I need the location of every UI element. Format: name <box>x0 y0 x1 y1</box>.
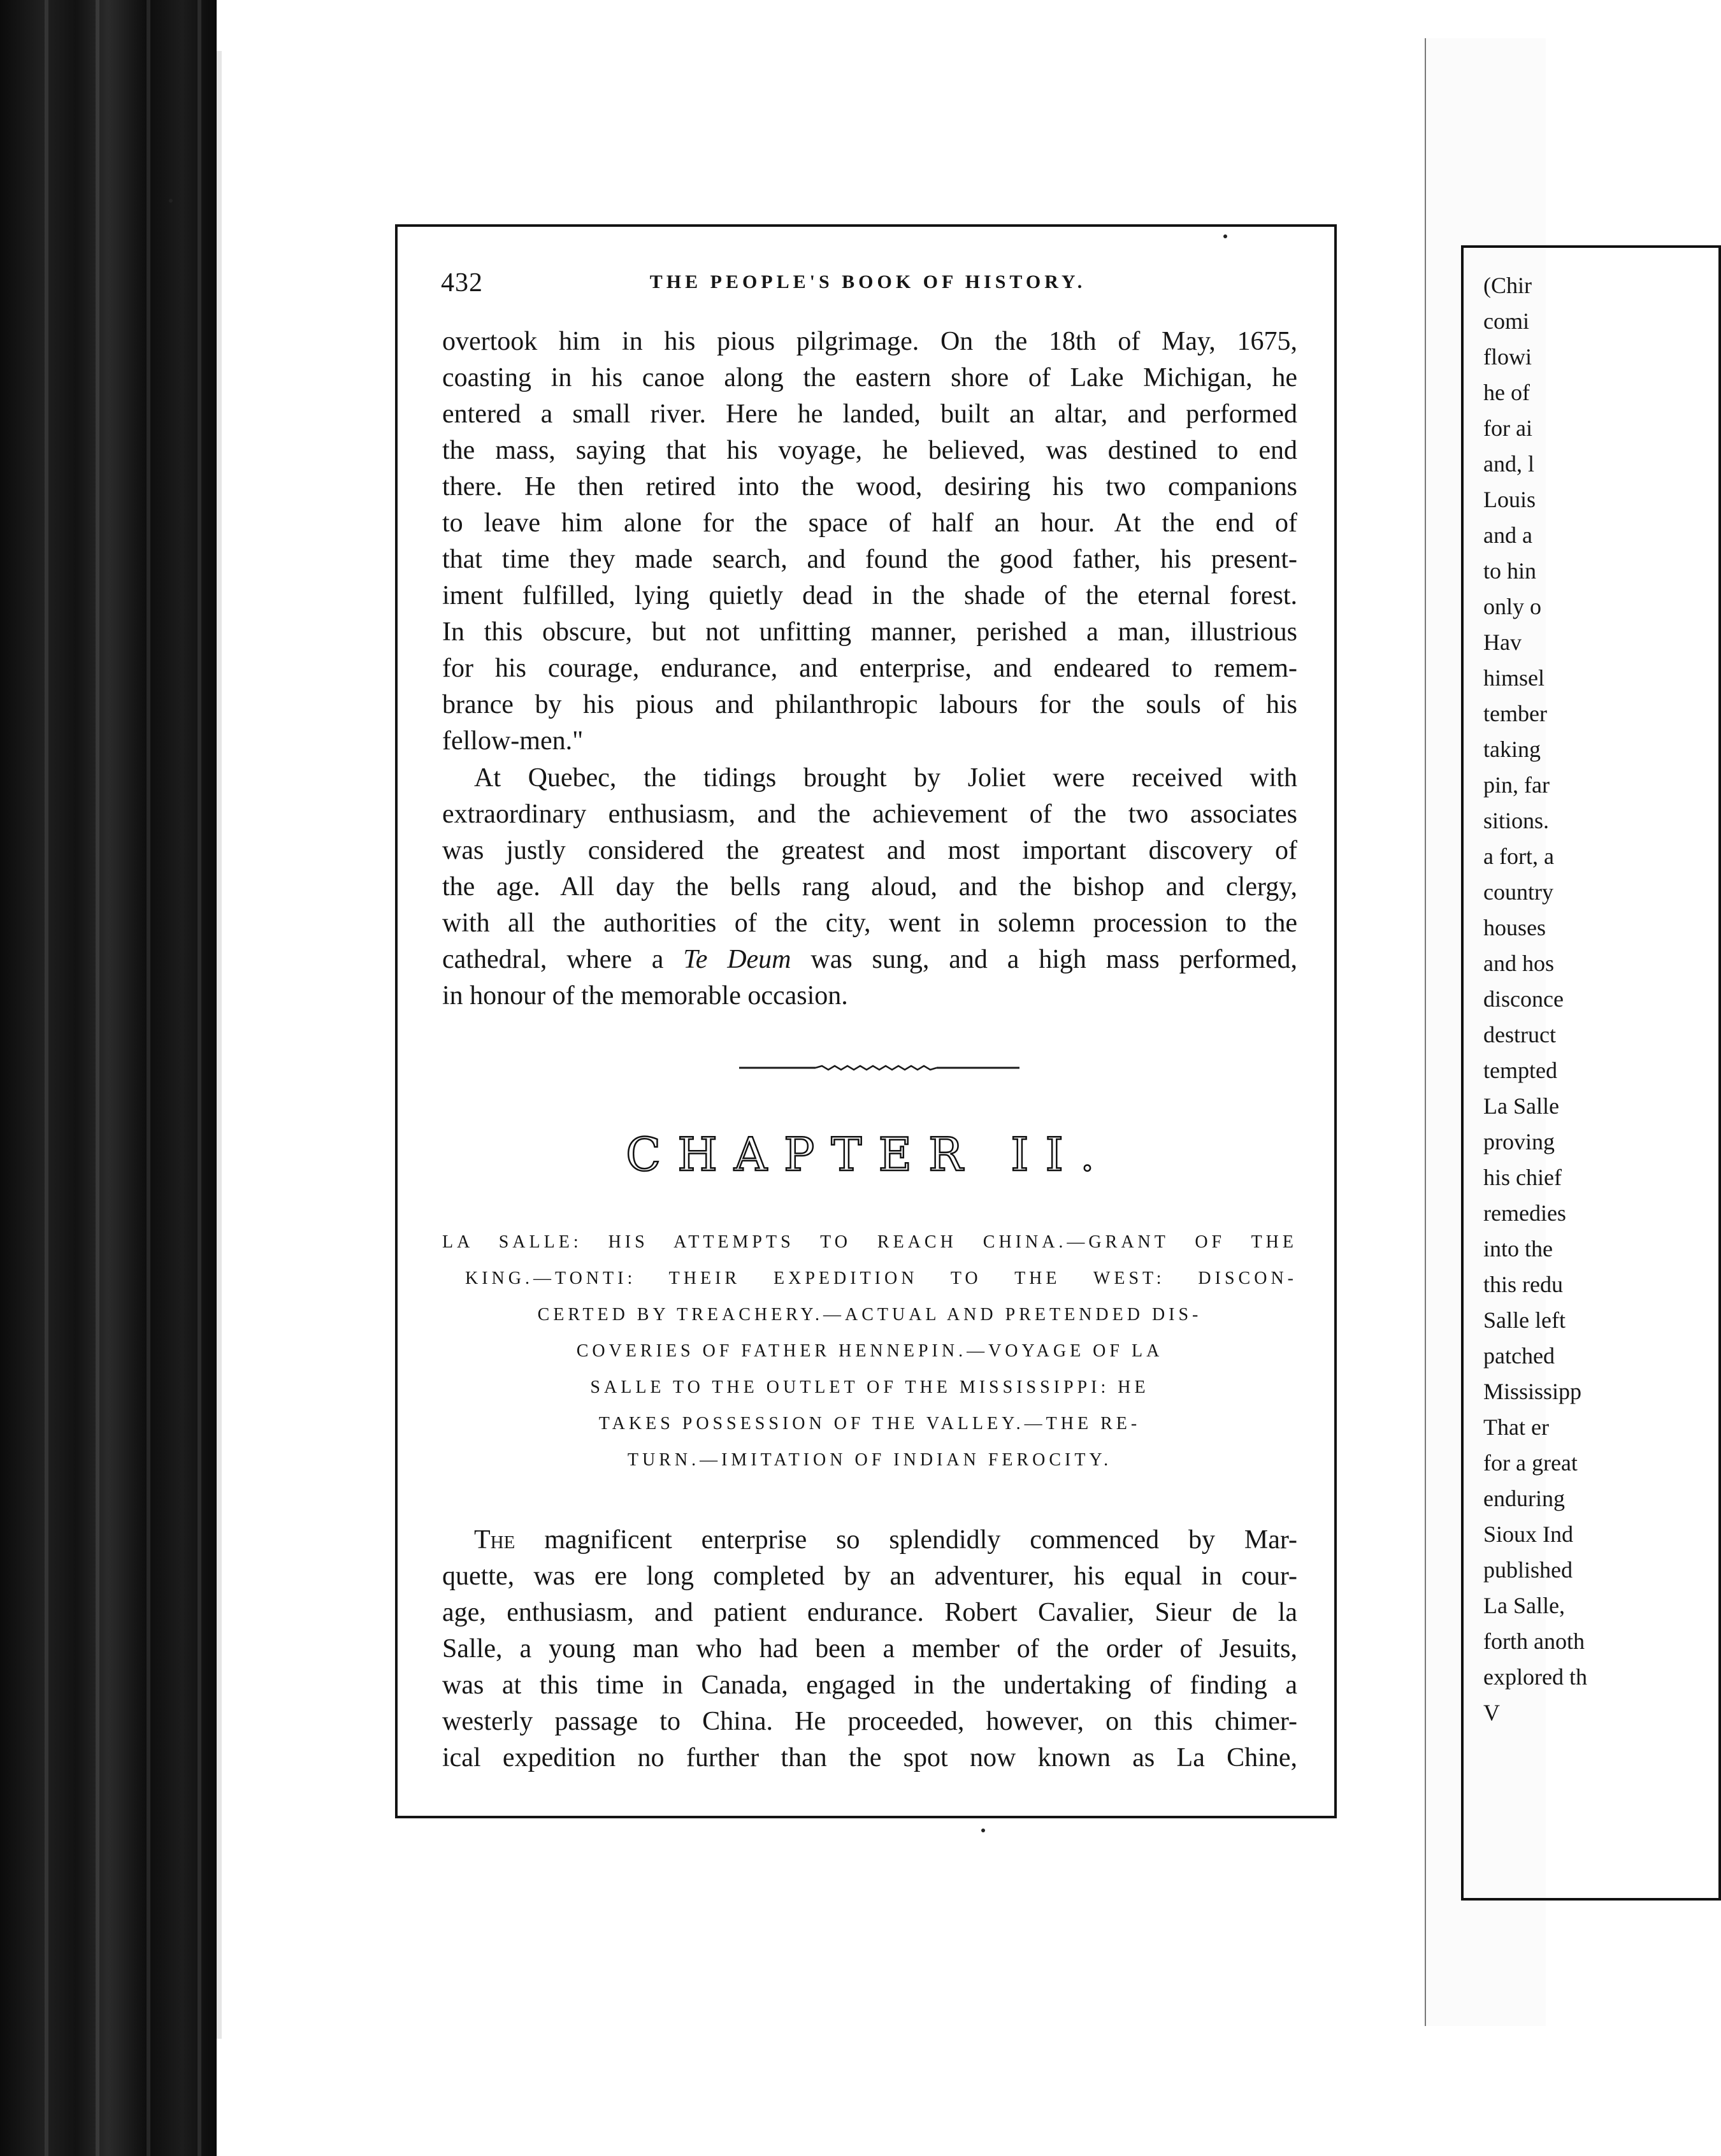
text-line: the mass, saying that his voyage, he believed, was destined to end <box>442 436 1297 465</box>
page-number: 432 <box>441 268 483 298</box>
spine-highlight <box>198 0 201 2156</box>
text-line: that time they made search, and found the good father, his present- <box>442 545 1297 574</box>
spine-highlight <box>45 0 48 2156</box>
text-line: was justly considered the greatest and most important discovery of <box>442 836 1297 865</box>
text-line: ical expedition no further than the spot now known as La Chine, <box>442 1743 1297 1772</box>
ornamental-rule <box>739 1064 1019 1072</box>
running-head <box>441 268 1295 306</box>
text-line: westerly passage to China. He proceeded, however, on this chimer- <box>442 1707 1297 1736</box>
facing-page-fragment: forth anoth <box>1483 1628 1585 1654</box>
facing-page-fragment: a fort, a <box>1483 844 1554 869</box>
paragraph-quebec <box>442 760 1297 1014</box>
scan-speck <box>1223 234 1227 238</box>
facing-page-fragment: remedies <box>1483 1200 1566 1226</box>
facing-page-fragment: himsel <box>1483 665 1545 691</box>
text-line: coasting in his canoe along the eastern shore of Lake Michigan, he <box>442 363 1297 392</box>
opening-word: The <box>474 1525 515 1555</box>
text-fragment: magnificent enterprise so splendidly commenced by Mar- <box>515 1525 1297 1555</box>
facing-page-fragment: V <box>1483 1700 1500 1725</box>
text-line: with all the authorities of the city, went in solemn procession to the <box>442 909 1297 938</box>
summary-line: LA SALLE: HIS ATTEMPTS TO REACH CHINA.—GRANT OF THE <box>442 1232 1297 1252</box>
facing-page-fragment: Salle left <box>1483 1307 1566 1333</box>
summary-line: COVERIES OF FATHER HENNEPIN.—VOYAGE OF LA <box>576 1341 1163 1361</box>
book-spine <box>0 0 217 2156</box>
chapter-heading: CHAPTER II. <box>626 1128 1111 1181</box>
facing-page-fragment: disconce <box>1483 986 1564 1012</box>
facing-page-fragment: sitions. <box>1483 808 1550 833</box>
facing-page-fragment: enduring <box>1483 1486 1565 1511</box>
header-title: THE PEOPLE'S BOOK OF HISTORY. <box>649 271 1086 292</box>
facing-page-fragment: to hin <box>1483 558 1537 584</box>
text-line-with-italic <box>442 942 1297 978</box>
facing-page-fragment: La Salle <box>1483 1093 1559 1119</box>
paragraph-continued <box>442 324 1297 759</box>
text-line-first <box>442 1522 1297 1558</box>
facing-page-fragment: destruct <box>1483 1022 1556 1047</box>
facing-page-fragment: Louis <box>1483 487 1536 512</box>
text-line: overtook him in his pious pilgrimage. On the 18th of May, 1675, <box>442 327 1297 356</box>
text-line: was at this time in Canada, engaged in the undertaking of finding a <box>442 1671 1297 1700</box>
facing-page-fragment: proving <box>1483 1129 1555 1154</box>
facing-page-fragment: tember <box>1483 701 1547 726</box>
facing-page-fragment: houses <box>1483 915 1546 940</box>
facing-page <box>1425 38 1587 2026</box>
facing-page-fragment: he of <box>1483 380 1530 405</box>
facing-page-fragment: taking <box>1483 737 1541 762</box>
text-fragment: was sung, and a high mass performed, <box>791 945 1298 974</box>
facing-page-fragment: only o <box>1483 594 1542 619</box>
facing-page-fragment: Hav <box>1483 629 1522 655</box>
facing-page-fragment: published <box>1483 1557 1573 1583</box>
paragraph-la-salle <box>442 1522 1297 1776</box>
summary-line: CERTED BY TREACHERY.—ACTUAL AND PRETENDED DIS- <box>537 1305 1202 1325</box>
chapter-summary <box>442 1224 1297 1478</box>
text-line: there. He then retired into the wood, desiring his two companions <box>442 472 1297 501</box>
summary-line: KING.—TONTI: THEIR EXPEDITION TO THE WEST: DISCON- <box>465 1268 1297 1288</box>
facing-page-fragment: patched <box>1483 1343 1555 1369</box>
text-line: age, enthusiasm, and patient endurance. Robert Cavalier, Sieur de la <box>442 1598 1297 1627</box>
facing-page-fragment: tempted <box>1483 1058 1557 1083</box>
text-line: iment fulfilled, lying quietly dead in the shade of the eternal forest. <box>442 581 1297 610</box>
facing-page-fragment: comi <box>1483 308 1529 334</box>
summary-line: SALLE TO THE OUTLET OF THE MISSISSIPPI: HE <box>590 1377 1149 1397</box>
text-line: At Quebec, the tidings brought by Joliet were received with <box>474 763 1297 793</box>
facing-page-fragment: La Salle, <box>1483 1593 1565 1618</box>
text-line: to leave him alone for the space of half an hour. At the end of <box>442 508 1297 538</box>
page-edge <box>217 51 222 2039</box>
text-line: for his courage, endurance, and enterprise, and endeared to remem- <box>442 654 1297 683</box>
text-line: In this obscure, but not unfitting manner, perished a man, illustrious <box>442 617 1297 647</box>
facing-page-fragment: Mississipp <box>1483 1379 1582 1404</box>
facing-page-fragment: (Chir <box>1483 273 1532 298</box>
facing-page-fragment: and a <box>1483 522 1532 548</box>
spine-highlight <box>96 0 99 2156</box>
text-line: Salle, a young man who had been a member of the order of Jesuits, <box>442 1634 1297 1664</box>
facing-page-fragment: That er <box>1483 1414 1549 1440</box>
text-line: brance by his pious and philanthropic labours for the souls of his <box>442 690 1297 719</box>
facing-page-fragment: into the <box>1483 1236 1553 1261</box>
facing-page-fragment: for ai <box>1483 415 1532 441</box>
facing-page-fragment: Sioux Ind <box>1483 1521 1574 1547</box>
spine-highlight <box>147 0 150 2156</box>
facing-page-fragment: pin, far <box>1483 772 1550 798</box>
facing-page-fragment: and, l <box>1483 451 1534 477</box>
italic-te-deum: Te Deum <box>683 945 791 974</box>
text-line: in honour of the memorable occasion. <box>442 981 848 1010</box>
scan-speck <box>981 1829 985 1832</box>
text-line: entered a small river. Here he landed, built an altar, and performed <box>442 399 1297 429</box>
scan-speck <box>169 199 173 203</box>
facing-page-text <box>1483 268 1611 1730</box>
text-line: extraordinary enthusiasm, and the achievement of the two associates <box>442 800 1297 829</box>
facing-page-fragment: country <box>1483 879 1553 905</box>
text-line: the age. All day the bells rang aloud, and the bishop and clergy, <box>442 872 1297 902</box>
text-line: quette, was ere long completed by an adventurer, his equal in cour- <box>442 1562 1297 1591</box>
summary-line: TURN.—IMITATION OF INDIAN FEROCITY. <box>627 1450 1113 1470</box>
summary-line: TAKES POSSESSION OF THE VALLEY.—THE RE- <box>598 1414 1141 1434</box>
text-line: fellow-men." <box>442 726 584 756</box>
facing-page-fragment: for a great <box>1483 1450 1578 1476</box>
facing-page-fragment: his chief <box>1483 1165 1562 1190</box>
facing-page-fragment: and hos <box>1483 951 1554 976</box>
text-fragment: cathedral, where a <box>442 945 684 974</box>
facing-page-fragment: this redu <box>1483 1272 1563 1297</box>
facing-page-fragment: explored th <box>1483 1664 1587 1690</box>
facing-page-fragment: flowi <box>1483 344 1532 370</box>
